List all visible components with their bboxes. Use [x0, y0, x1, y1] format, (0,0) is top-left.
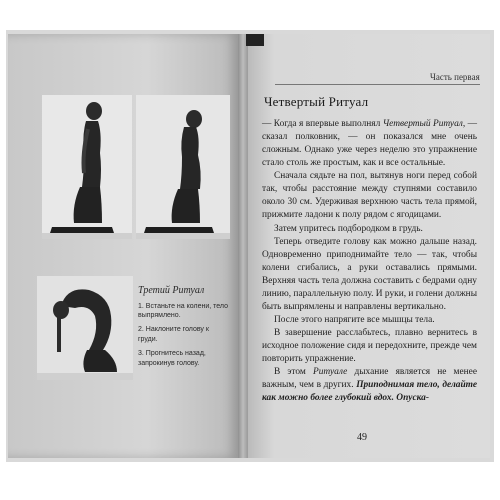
- paragraph-emphasis: Четвертый Ритуал: [382, 119, 463, 129]
- caption-title: Третий Ритуал: [138, 285, 205, 296]
- paragraph-strong-emphasis: Приподнимая тело, делайте как можно более глубокий вдох. Опуска-: [262, 380, 477, 404]
- caption-step: 1. Встаньте на колени, тело выпрямлено.: [138, 302, 228, 319]
- paragraph: Сначала сядьте на пол, вытянув ноги перед собой так, чтобы расстояние между ступнями составило около 30 см. Удерживая верхнюю часть тела прямой, прижмите ладони к полу рядом с ягодицами.: [262, 171, 477, 221]
- photo-back-bend: [37, 276, 133, 380]
- back-bend-figure-illustration: [37, 276, 133, 380]
- caption-step: 3. Прогнитесь назад, запрокинув голову.: [138, 350, 206, 367]
- paragraph: В завершение расслабьтесь, плавно вернитесь в исходное положение сидя и передохните, прежде чем повторить упражнение.: [262, 328, 477, 365]
- paragraph: [262, 366, 477, 405]
- kneeling-figure-illustration: [42, 95, 132, 239]
- paragraph-emphasis: Ритуале: [313, 367, 348, 378]
- paragraph: [262, 118, 477, 170]
- photo-caption: [138, 284, 228, 373]
- paragraph: После этого напрягите все мышцы тела.: [274, 314, 435, 325]
- paragraph-text: — Когда я впервые выполнял: [262, 119, 383, 129]
- section-title: Четвертый Ритуал: [264, 94, 369, 109]
- paragraph: Затем упритесь подбородком в грудь.: [274, 223, 423, 234]
- book-gutter: [238, 34, 248, 458]
- page-number: 49: [357, 432, 367, 443]
- paragraph-text: , — сказал полковник, — он показался мне очень сложным. Однако уже через неделю это упражнение стало столь же простым, как и все остальные.: [262, 119, 478, 169]
- caption-step: 2. Наклоните голову к груди.: [138, 326, 209, 343]
- body-text: [262, 118, 477, 405]
- paragraph: Теперь отведите голову как можно дальше назад. Одновременно приподнимайте тело — так, чтобы колени сгибались, а руки оставались прямыми. Верхняя часть тела должна составить с бедрами одну линию, параллельную полу. И руки, и голени должны быть выпрямлены и направлены вертикально.: [262, 236, 477, 312]
- running-head-rule: [275, 84, 480, 85]
- photo-head-bent: [136, 95, 230, 239]
- bookmark-edge: [246, 34, 264, 46]
- paragraph-text: дыхание является не менее важным, чем в других.: [262, 367, 477, 391]
- paragraph-text: В этом: [274, 367, 314, 378]
- running-head: Часть первая: [430, 72, 480, 82]
- caption-steps-list: [138, 302, 228, 369]
- bent-head-figure-illustration: [136, 95, 230, 239]
- photo-kneeling-upright: [42, 95, 132, 239]
